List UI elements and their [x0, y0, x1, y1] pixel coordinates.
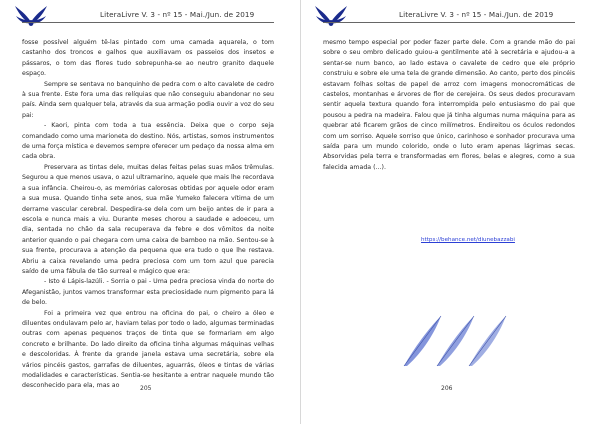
- page-number-right: 206: [441, 385, 453, 392]
- behance-link[interactable]: https://behance.net/diunebazzabi: [421, 237, 515, 243]
- header-title-left: LiteraLivre V. 3 - nº 15 - Mai./Jun. de 2019: [100, 10, 255, 19]
- header-rule-right: [323, 22, 575, 23]
- left-page-body: [22, 38, 274, 392]
- right-page: [300, 0, 600, 424]
- paragraph: Sempre se sentava no banquinho de pedra com o alto cavalete de cedro à sua frente. Este fora uma das relíquias que não conseguiu abandonar no seu país. Ainda sem qualquer tela, através da sua armação podia ouvir a voz do seu pai:: [22, 80, 274, 119]
- winged-logo-icon: [314, 4, 348, 28]
- paragraph: Foi a primeira vez que entrou na oficina do pai, o cheiro a óleo e diluentes ondulavam pelo ar, haviam telas por todo o lado, algumas terminadas outras com apenas pequenos traços de tinta que se formariam em algo concreto e brilhante. Do lado direito da oficina tinha algumas máquinas velhas e descoloridas. À frente da grande janela estava uma secretária, sobre ela vários pincéis gastos, garrafas de diluentes, aguarrás, óleos e tintas de várias modalidades e características. Sentia-se hesitante a entrar naquele mundo tão desconhecido para ela, mas ao: [22, 309, 274, 390]
- header-rule-left: [22, 22, 274, 23]
- feather-quill-icon: [399, 308, 509, 368]
- header-title-right: LiteraLivre V. 3 - nº 15 - Mai./Jun. de 2019: [399, 10, 554, 19]
- winged-logo-icon: [14, 4, 48, 28]
- page-number-left: 205: [140, 385, 152, 392]
- paragraph: - Kaori, pinta com toda a tua essência. Deixa que o corpo seja comandado como uma marioneta do destino. Nós, artistas, somos instrumentos de uma força mística e devemos sempre oferecer um pedaço da nossa alma em cada obra.: [22, 122, 274, 161]
- paragraph: mesmo tempo especial por poder fazer parte dele. Com a grande mão do pai sobre o seu ombro delicado guiou-a gentilmente até à secretária e ajudou-a a sentar-se num banco, ao lado estava o cavalete de cedro que ele próprio construiu e sobre ele uma tela de grande dimensão. Ao canto, perto dos pincéis estavam folhas soltas de papel de arroz com imagens monocromáticas de castelos, montanhas e árvores de flor de cerejeira. Os seus dedos procuravam sentir aquela textura quando fora interrompida pelo entusiasmo do pai que pousou a pedra na madeira. Falou que já tinha algumas numa máquina para as quebrar até ficarem grãos de cinco milímetros. Endireitou os óculos redondos com um sorriso. Aquele sorriso que único, carinhoso e sonhador procurava uma saída para um mundo colorido, onde o luto eram apenas lágrimas secas. Absorvidas pela terra e transformadas em flores, belas e alegres, como a sua falecida amada (...).: [323, 39, 575, 171]
- right-page-body: [323, 38, 575, 173]
- paragraph: Preservara as tintas dele, muitas delas feitas pelas suas mãos trêmulas. Segurou a que menos usava, o azul ultramarino, aquele que mais lhe recordava a sua infância. Cheirou-o, as memórias calorosas obtidas por aquele odor eram a sua musa. Quando tinha sete anos, sua mãe Yumeko falecera vítima de um derrame vascular cerebral. Despedira-se dela com um beijo antes de ir para a escola e nunca mais a viu. Durante meses chorou a saudade e adoeceu, um dia, sentada no chão da sala recuperava da febre e dos vômitos da noite anterior quando o pai chegara com uma caixa de bamboo na mão. Sentou-se à sua frente, procurava a atenção da pequena que era tudo o que lhe restava. Abriu a caixa revelando uma pedra preciosa com um tom azul que parecia saído de uma fábula de tão surreal e mágico que era:: [22, 163, 274, 275]
- paragraph: fosse possível alguém tê-las pintado com uma camada aquarela, o tom castanho dos troncos e galhos que auxiliavam os passeios dos insetos e pássaros, o tom das flores tudo sobrepunha-se ao neutro granito daquele espaço.: [22, 39, 274, 78]
- paragraph: - Isto é Lápis-lazúli. - Sorria o pai - Uma pedra preciosa vinda do norte do Afeganistão, juntos vamos transformar esta preciosidade num pigmento para lá de belo.: [22, 278, 274, 307]
